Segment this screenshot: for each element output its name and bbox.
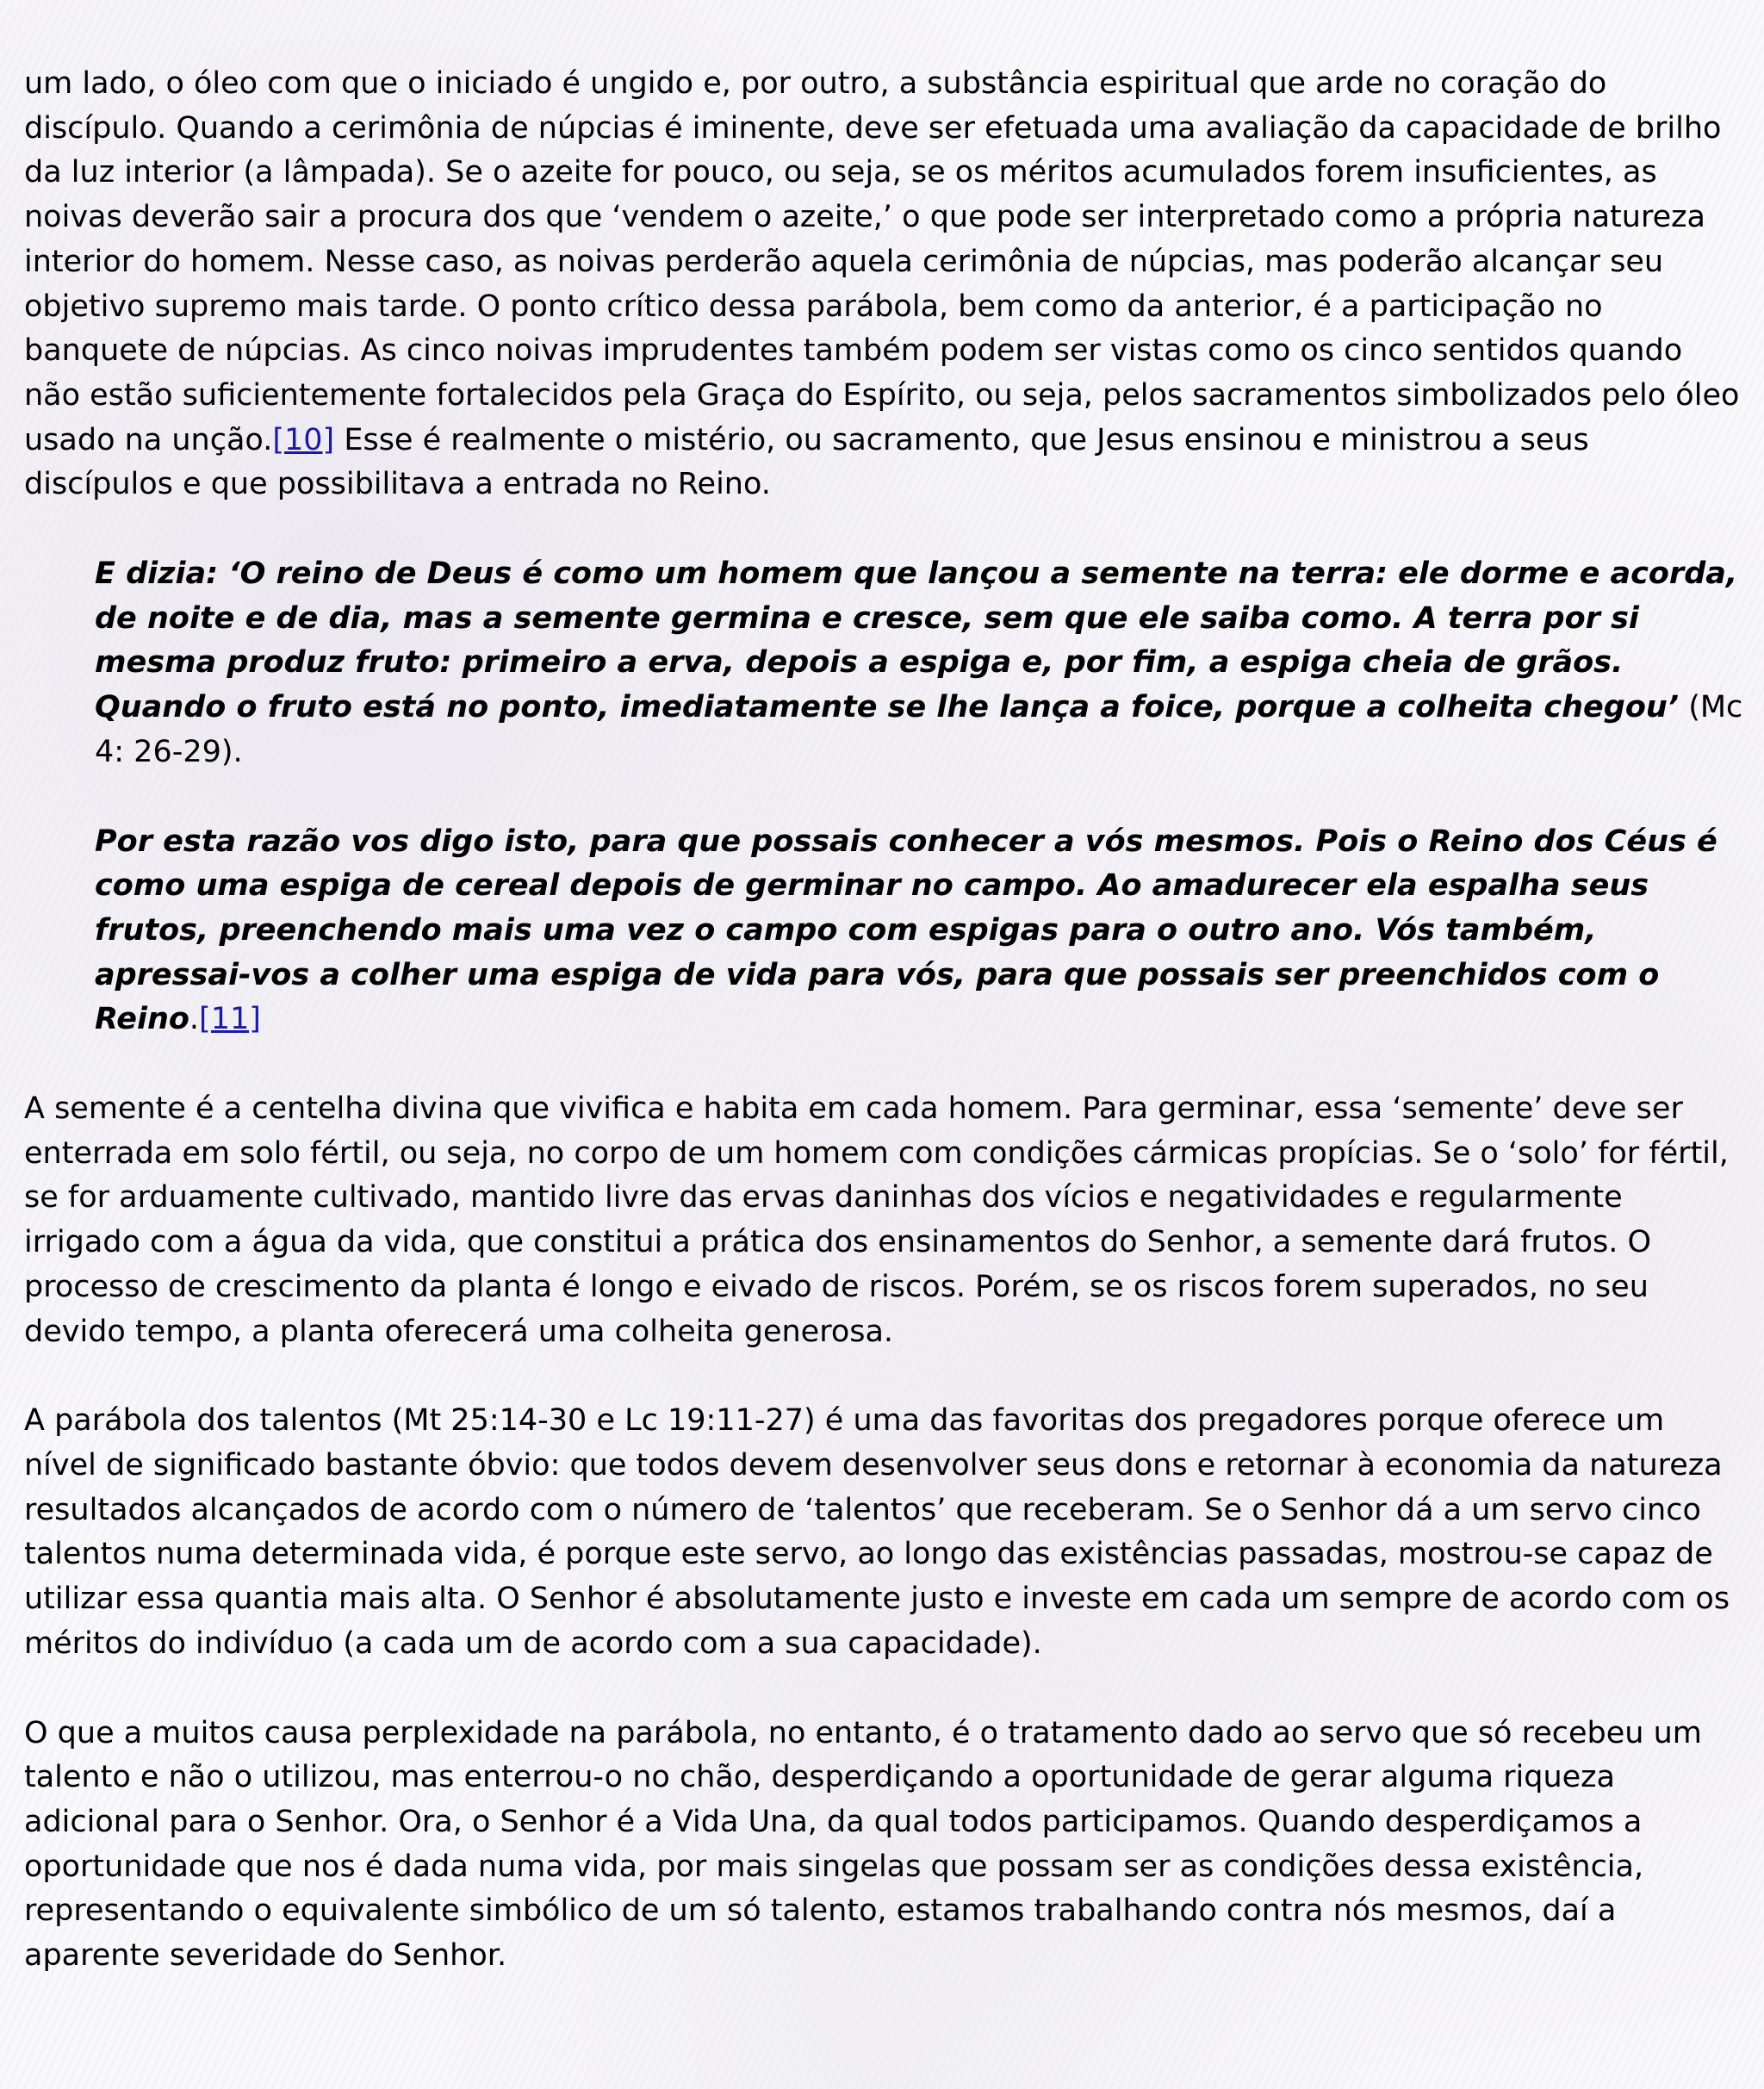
quote-text: [95, 552, 1745, 775]
paragraph-text: um lado, o óleo com que o iniciado é ungido e, por outro, a substância espiritual que arde no coração do discípulo. Quando a cerimônia de núpcias é iminente, deve ser efetuada uma avaliação da capacidade de brilho da luz interior (a lâmpada). Se o azeite for pouco, ou seja, se os méritos acumulados forem insuficientes, as noivas deverão sair a procura dos que ‘vendem o azeite,’ o que pode ser interpretado como a própria natureza interior do homem. Nesse caso, as noivas perderão aquela cerimônia de núpcias, mas poderão alcançar seu objetivo supremo mais tarde. O ponto crítico dessa parábola, bem como da anterior, é a participação no banquete de núpcias. As cinco noivas imprudentes também podem ser vistas como os cinco sentidos quando não estão suficientemente fortalecidos pela Graça do Espírito, ou seja, pelos sacramentos simbolizados pelo óleo usado na unção.: [24, 66, 1740, 457]
footnote-link-11[interactable]: [11]: [199, 1002, 261, 1037]
paragraph-text: Esse é realmente o mistério, ou sacramento, que Jesus ensinou e ministrou a seus discípulos e que possibilitava a entrada no Reino.: [24, 422, 1589, 502]
scripture-quote-thomas: [95, 820, 1745, 1043]
quote-reference: (Mc 4: 26-29).: [95, 690, 1743, 769]
paragraph-parable-virgins: [24, 62, 1745, 507]
quote-period: .: [189, 1002, 200, 1037]
paragraph-one-talent: O que a muitos causa perplexidade na parábola, no entanto, é o tratamento dado ao servo que só recebeu um talento e não o utilizou, mas enterrou-o no chão, desperdiçando a oportunidade de gerar alguma riqueza adicional para o Senhor. Ora, o Senhor é a Vida Una, da qual todos participamos. Quando desperdiçamos a oportunidade que nos é dada numa vida, por mais singelas que possam ser as condições dessa existência, representando o equivalente simbólico de um só talento, estamos trabalhando contra nós mesmos, daí a aparente severidade do Senhor.: [24, 1715, 1702, 1974]
paragraph-talents: A parábola dos talentos (Mt 25:14-30 e Lc 19:11-27) é uma das favoritas dos pregadores porque oferece um nível de significado bastante óbvio: que todos devem desenvolver seus dons e retornar à economia da natureza resultados alcançados de acordo com o número de ‘talentos’ que receberam. Se o Senhor dá a um servo cinco talentos numa determinada vida, é porque este servo, ao longo das existências passadas, mostrou-se capaz de utilizar essa quantia mais alta. O Senhor é absolutamente justo e investe em cada um sempre de acordo com os méritos do indivíduo (a cada um de acordo com a sua capacidade).: [24, 1403, 1730, 1661]
paragraph-seed: A semente é a centelha divina que vivifica e habita em cada homem. Para germinar, essa ‘semente’ deve ser enterrada em solo fértil, ou seja, no corpo de um homem com condições cármicas propícias. Se o ‘solo’ for fértil, se for arduamente cultivado, mantido livre das ervas daninhas dos vícios e negatividades e regularmente irrigado com a água da vida, que constitui a prática dos ensinamentos do Senhor, a semente dará frutos. O processo de crescimento da planta é longo e eivado de riscos. Porém, se os riscos forem superados, no seu devido tempo, a planta oferecerá uma colheita generosa.: [24, 1091, 1729, 1349]
quote-bold-text: E dizia: ‘O reino de Deus é como um homem que lançou a semente na terra: ele dorme e acorda, de noite e de dia, mas a semente germina e cresce, sem que ele saiba como. A terra por si mesma produz fruto: primeiro a erva, depois a espiga e, por fim, a espiga cheia de grãos. Quando o fruto está no ponto, imediatamente se lhe lança a foice, porque a colheita chegou’: [95, 556, 1738, 725]
scripture-quote-mark: [95, 552, 1745, 775]
quote-text: [95, 820, 1745, 1043]
footnote-link-10[interactable]: [10]: [272, 422, 335, 457]
quote-bold-text: Por esta razão vos digo isto, para que possais conhecer a vós mesmos. Pois o Reino dos Céus é como uma espiga de cereal depois de germinar no campo. Ao amadurecer ela espalha seus frutos, preenchendo mais uma vez o campo com espigas para o outro ano. Vós também, apressai-vos a colher uma espiga de vida para vós, para que possais ser preenchidos com o Reino: [95, 824, 1717, 1037]
